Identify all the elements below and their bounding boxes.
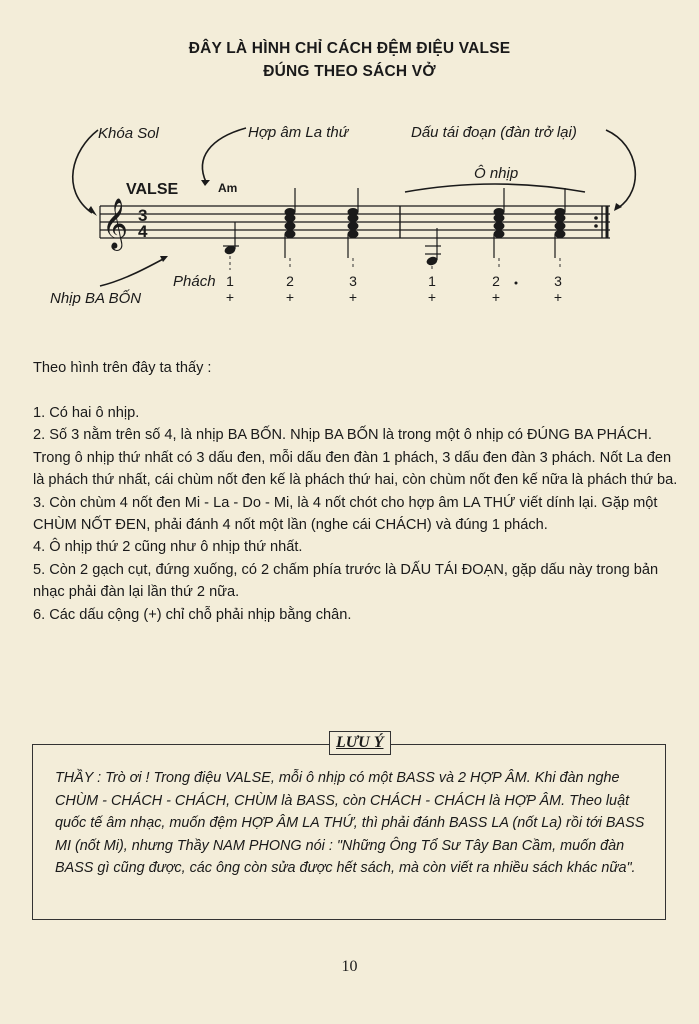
chord-1 xyxy=(285,188,296,258)
count-1: 1 xyxy=(226,273,234,289)
plus-5: + xyxy=(491,289,501,305)
arrow-tai-doan xyxy=(606,130,635,208)
plus-2: + xyxy=(285,289,295,305)
page-title-line1: ĐÂY LÀ HÌNH CHỈ CÁCH ĐỆM ĐIỆU VALSE xyxy=(188,40,511,57)
music-notation-diagram xyxy=(0,110,699,310)
measure-bracket xyxy=(405,184,585,192)
arrow-hop-am xyxy=(202,128,246,182)
chord-2 xyxy=(348,188,359,258)
plus-6: + xyxy=(553,289,563,305)
label-hop-am: Hợp âm La thứ xyxy=(248,124,349,141)
arrow-khoa-sol xyxy=(73,130,98,213)
list-item: 6. Các dấu cộng (+) chỉ chỗ phải nhịp bằng chân. xyxy=(33,606,352,623)
note-box xyxy=(32,734,666,920)
chord-3 xyxy=(494,188,505,258)
label-chord: Am xyxy=(218,181,238,195)
list-item: 1. Có hai ô nhịp. xyxy=(33,405,140,421)
count-3: 3 xyxy=(349,273,357,289)
plus-4: + xyxy=(427,289,437,305)
plus-1: + xyxy=(225,289,235,305)
arrow-nhip xyxy=(100,258,165,286)
explanation-list xyxy=(33,402,678,626)
list-item: 2. Số 3 nằm trên số 4, là nhịp BA BỐN. Nhịp BA BỐN là trong một ô nhịp có ĐÚNG BA PHÁCH. Trong ô nhịp thứ nhất có 3 dấu đen, mỗi dấu đen đàn 1 phách, 3 dấu đen đàn 3 phách. Nốt La đen là phách thứ nhất, cái chùm nốt đen kế là phách thứ hai, còn chùm nốt đen kế nữa là phách thứ ba. xyxy=(33,427,678,489)
time-signature-top: 3 xyxy=(138,206,148,225)
plus-3: + xyxy=(348,289,358,305)
label-o-nhip: Ô nhịp xyxy=(474,165,519,182)
list-item: 3. Còn chùm 4 nốt đen Mi - La - Do - Mi, là 4 nốt chót cho hợp âm LA THỨ viết dính lại. Gặp một CHÙM NỐT ĐEN, phải đánh 4 nốt một lần (nghe cái CHÁCH) và đúng 1 phách. xyxy=(33,494,658,534)
list-item: 5. Còn 2 gạch cụt, đứng xuống, có 2 chấm phía trước là DẤU TÁI ĐOẠN, gặp dấu này trong bản nhạc phải đàn lại lần thứ 2 nữa. xyxy=(33,561,659,601)
label-phach: Phách xyxy=(173,273,216,290)
chord-4 xyxy=(555,188,566,258)
count-4: 1 xyxy=(428,273,436,289)
page-title-line2: ĐÚNG THEO SÁCH VỞ xyxy=(263,63,436,80)
bass-note-1 xyxy=(223,222,239,256)
label-valse: VALSE xyxy=(126,181,179,198)
label-dau-tai-doan: Dấu tái đoạn (đàn trở lại) xyxy=(411,124,577,141)
note-text: THẦY : Trò ơi ! Trong điệu VALSE, mỗi ô nhịp có một BASS và 2 HỢP ÂM. Khi đàn nghe CHÙM - CHÁCH - CHÁCH, CHÙM là BASS, còn CHÁCH - CHÁCH là HỢP ÂM. Theo luật quốc tế âm nhạc, muốn đệm HỢP ÂM LA THỨ, thì phải đánh BASS LA (nốt La) rồi tới BASS MI (nốt Mi), nhưng Thầy NAM PHONG nói : "Những Ông Tổ Sư Tây Ban Cầm, muốn đàn BASS gì cũng được, các ông còn sửa được hết sách, mà còn viết ra nhiều sách khác nữa". xyxy=(55,770,645,876)
count-2: 2 xyxy=(286,273,294,289)
count-6: 3 xyxy=(554,273,562,289)
page-number: 10 xyxy=(341,958,358,975)
intro-text: Theo hình trên đây ta thấy : xyxy=(33,360,212,376)
treble-clef-icon: 𝄞 xyxy=(102,198,129,249)
bass-note-2 xyxy=(425,228,441,267)
label-nhip-ba-bon: Nhịp BA BỐN xyxy=(50,290,142,307)
list-item: 4. Ô nhịp thứ 2 cũng như ô nhịp thứ nhất. xyxy=(33,539,303,556)
time-signature-bottom: 4 xyxy=(138,222,148,241)
count-5: 2 xyxy=(492,273,500,289)
label-khoa-sol: Khóa Sol xyxy=(98,125,159,142)
note-label: LƯU Ý xyxy=(329,731,391,755)
